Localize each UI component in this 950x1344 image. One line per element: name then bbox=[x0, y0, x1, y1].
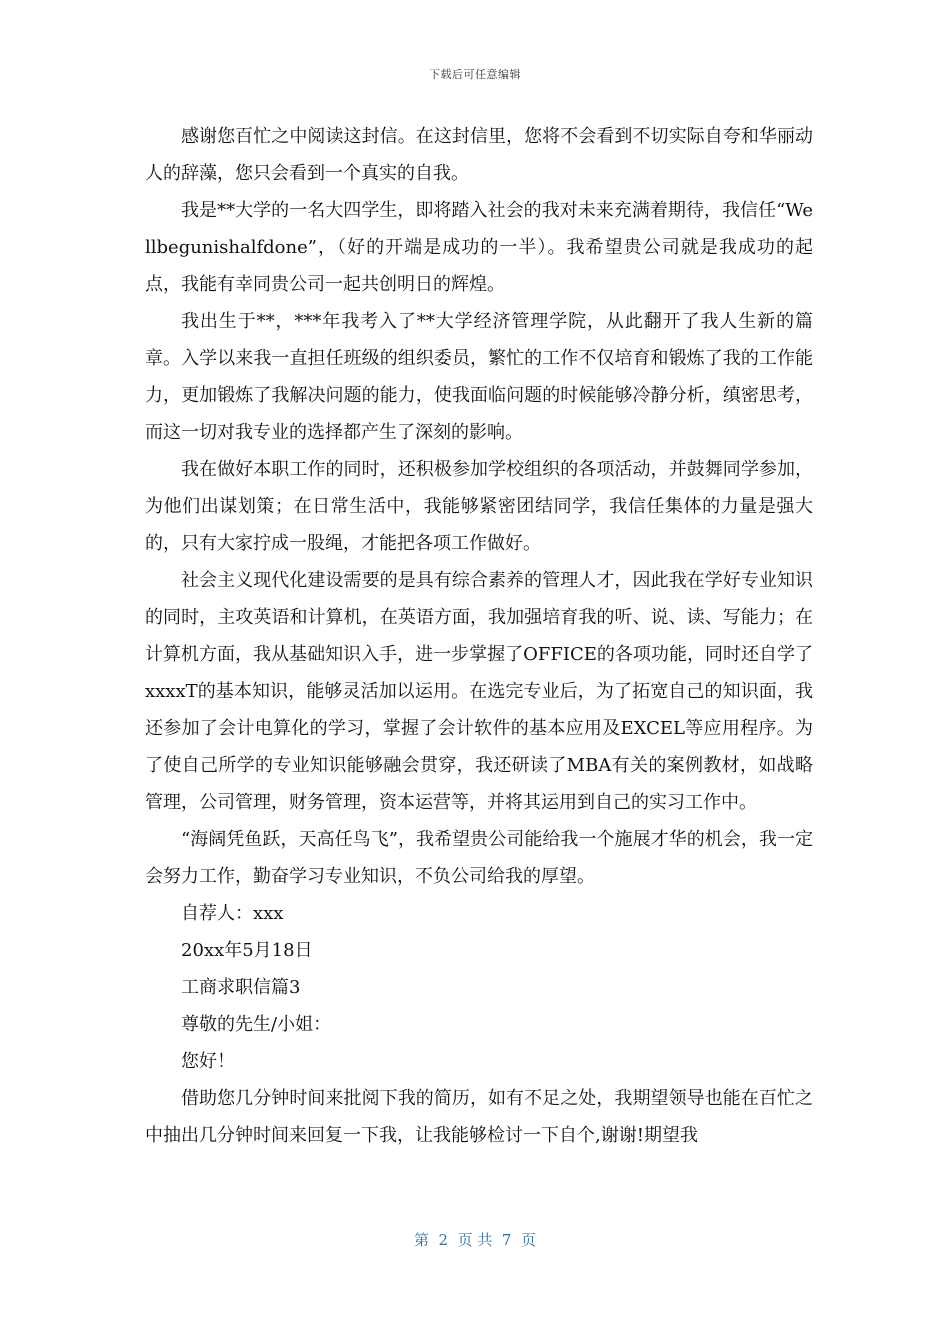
salutation: 尊敬的先生/小姐： bbox=[181, 1014, 332, 1035]
section-title: 工商求职信篇3 bbox=[181, 977, 301, 998]
page-header: 下载后可任意编辑 bbox=[429, 68, 521, 81]
paragraph-request: 借助您几分钟时间来批阅下我的简历，如有不足之处，我期望领导也能在百忙之中抽出几分钟时间来回复一下我，让我能够检讨一下自个,谢谢!期望我 bbox=[145, 1088, 813, 1146]
signature-line: 自荐人：xxx bbox=[181, 903, 284, 924]
paragraph-activities: 我在做好本职工作的同时，还积极参加学校组织的各项活动，并鼓舞同学参加，为他们出谋划策；在日常生活中，我能够紧密团结同学，我信任集体的力量是强大的，只有大家拧成一股绳，才能把各项工作做好。 bbox=[145, 459, 813, 554]
letter-body bbox=[145, 118, 813, 1154]
paragraph-skills: 社会主义现代化建设需要的是具有综合素养的管理人才，因此我在学好专业知识的同时，主攻英语和计算机，在英语方面，我加强培育我的听、说、读、写能力；在计算机方面，我从基础知识入手，进一步掌握了OFFICE的各项功能，同时还自学了xxxxT的基本知识，能够灵活加以运用。在选完专业后，为了拓宽自己的知识面，我还参加了会计电算化的学习，掌握了会计软件的基本应用及EXCEL等应用程序。为了使自己所学的专业知识能够融会贯穿，我还研读了MBA有关的案例教材，如战略管理，公司管理，财务管理，资本运营等，并将其运用到自己的实习工作中。 bbox=[145, 570, 813, 813]
paragraph-background: 我出生于**，***年我考入了**大学经济管理学院，从此翻开了我人生新的篇章。入学以来我一直担任班级的组织委员，繁忙的工作不仅培育和锻炼了我的工作能力，更加锻炼了我解决问题的能力，使我面临问题的时候能够冷静分析，缜密思考，而这一切对我专业的选择都产生了深刻的影响。 bbox=[145, 311, 813, 443]
date-line: 20xx年5月18日 bbox=[181, 940, 313, 961]
paragraph-closing: “海阔凭鱼跃，天高任鸟飞”，我希望贵公司能给我一个施展才华的机会，我一定会努力工作，勤奋学习专业知识，不负公司给我的厚望。 bbox=[145, 829, 813, 887]
paragraph-introduction: 我是**大学的一名大四学生，即将踏入社会的我对未来充满着期待，我信任“Wellbegunishalfdone”，（好的开端是成功的一半）。我希望贵公司就是我成功的起点，我能有幸同贵公司一起共创明日的辉煌。 bbox=[145, 200, 813, 295]
paragraph-thanks: 感谢您百忙之中阅读这封信。在这封信里，您将不会看到不切实际自夸和华丽动人的辞藻，您只会看到一个真实的自我。 bbox=[145, 126, 813, 184]
greeting: 您好！ bbox=[181, 1051, 235, 1072]
page-number-footer: 第 2 页 共 7 页 bbox=[414, 1231, 536, 1249]
